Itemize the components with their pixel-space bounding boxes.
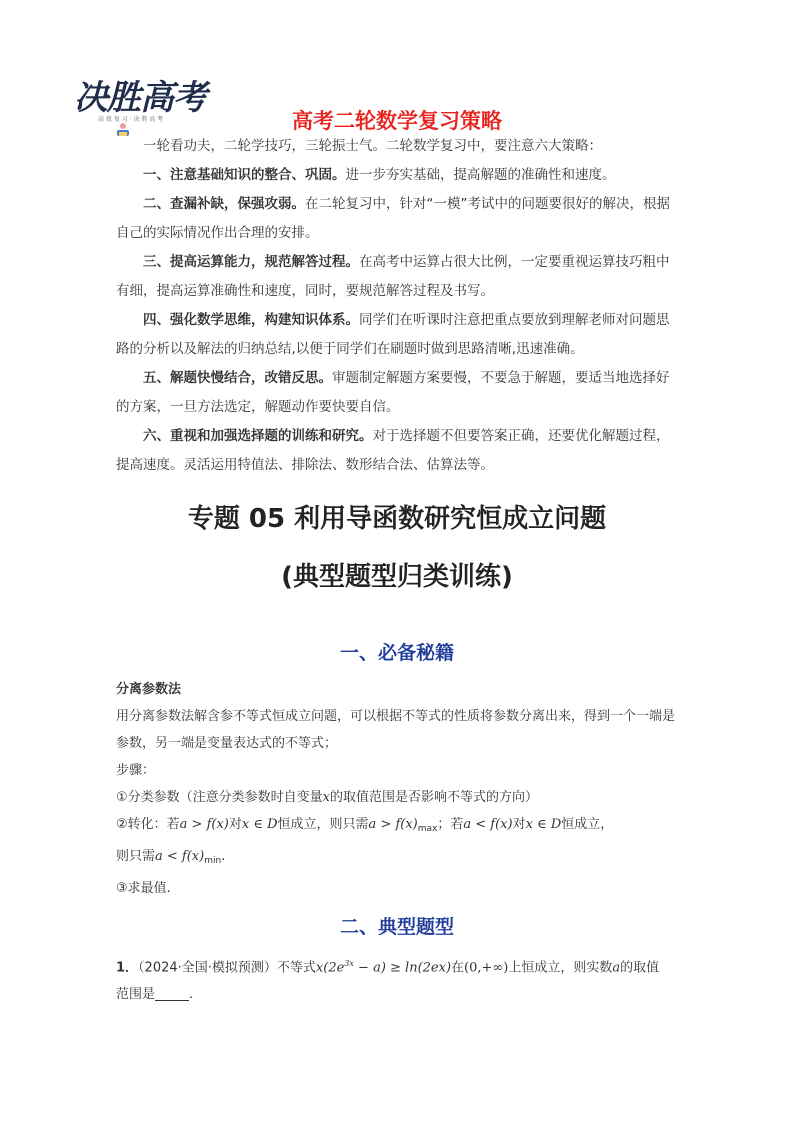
topic-subtitle: (典型题型归类训练) — [281, 562, 513, 592]
logo-text: 决胜高考 — [74, 78, 206, 118]
step-1-variable: x — [322, 790, 330, 805]
question-text: . — [189, 987, 194, 1003]
step-1 — [116, 784, 686, 811]
strategy-text: 同学们在听课时注意把重点要放到理解老师对问题思路的分析以及解法的归纳总结,以便于同学们在刷题时做到思路清晰,迅速准确。 — [116, 312, 670, 357]
strategy-heading: 五、解题快慢结合，改错反思。 — [143, 370, 332, 386]
method-section — [116, 676, 686, 902]
max-subscript: max — [417, 824, 438, 834]
strategy-item — [116, 306, 676, 364]
step-3: ③求最值. — [116, 881, 171, 896]
strategy-item — [116, 422, 676, 480]
question-interval: (0,+∞) — [464, 960, 509, 976]
domain-2: x ∈ D — [525, 817, 562, 832]
question-1-line-2 — [116, 981, 686, 1008]
step-1-text-a: ①分类参数（注意分类参数时自变量 — [116, 790, 323, 805]
strategy-text: 审题制定解题方案要慢，不要急于解题，要适当地选择好的方案，一旦方法选定，解题动作要快要自信。 — [116, 370, 670, 415]
strategy-heading: 六、重视和加强选择题的训练和研究。 — [143, 428, 373, 444]
question-text: 不等式 — [276, 960, 316, 976]
question-1-line-1 — [116, 950, 686, 981]
step-2-text: 恒成立， — [561, 817, 614, 832]
method-title: 分离参数法 — [116, 682, 182, 697]
question-text: 上恒成立，则实数 — [508, 960, 613, 976]
inequality-2: a < f(x) — [463, 817, 513, 832]
step-2 — [116, 811, 686, 843]
question-1 — [116, 950, 686, 1008]
inequality-1: a > f(x) — [179, 817, 229, 832]
domain-1: x ∈ D — [241, 817, 278, 832]
strategy-text: 进一步夯实基础，提高解题的准确性和速度。 — [345, 167, 616, 183]
strategy-text: 对于选择题不但要答案正确，还要优化解题过程，提高速度。灵活运用特值法、排除法、数形结合法、估算法等。 — [116, 428, 670, 473]
logo-subtext: 高 效 复 习 · 决 胜 高 考 — [98, 116, 164, 123]
step-2-text: 则只需 — [116, 849, 156, 864]
intro-text: 一轮看功夫，二轮学技巧，三轮振士气。二轮数学复习中，要注意六大策略： — [143, 138, 602, 154]
topic-title: 专题 05 利用导函数研究恒成立问题 — [187, 504, 607, 534]
question-text: 范围是 — [116, 987, 156, 1003]
strategy-text: 在高考中运算占很大比例，一定要重视运算技巧粗中有细，提高运算准确性和速度，同时，要规范解答过程及书写。 — [116, 254, 670, 299]
question-number: 1． — [116, 960, 139, 976]
question-text: 在 — [451, 960, 465, 976]
method-description: 用分离参数法解含参不等式恒成立问题，可以根据不等式的性质将参数分离出来，得到一个一端是参数，另一端是变量表达式的不等式； — [116, 709, 676, 751]
strategy-heading: 四、强化数学思维，构建知识体系。 — [143, 312, 359, 328]
question-variable: a — [612, 960, 621, 976]
strategy-heading: 二、查漏补缺，保强攻弱。 — [143, 196, 305, 212]
strategy-item — [116, 190, 676, 248]
result-2: a < f(x) — [155, 849, 205, 864]
min-subscript: min — [204, 856, 222, 866]
strategy-text: 在二轮复习中，针对“一模”考试中的问题要很好的解决，根据自己的实际情况作出合理的安排。 — [116, 196, 670, 241]
question-text: 的取值 — [620, 960, 660, 976]
section-title-1: 一、必备秘籍 — [339, 642, 454, 664]
answer-blank[interactable] — [155, 988, 189, 1001]
strategy-heading: 一、注意基础知识的整合、巩固。 — [143, 167, 346, 183]
step-1-text-b: 的取值范围是否影响不等式的方向） — [330, 790, 539, 805]
step-2-text: ；若 — [437, 817, 464, 832]
step-2-text: . — [221, 849, 226, 864]
question-expression-rest: − a) ≥ ln(2ex) — [353, 960, 452, 976]
section-title-2: 二、典型题型 — [339, 916, 454, 938]
strategy-heading: 三、提高运算能力，规范解答过程。 — [143, 254, 359, 270]
question-exponent: 3x — [344, 959, 354, 968]
step-2-text: 恒成立，则只需 — [277, 817, 369, 832]
steps-label: 步骤： — [116, 763, 156, 778]
step-2-text: 对 — [512, 817, 526, 832]
strategy-section — [116, 132, 676, 480]
header-title: 高考二轮数学复习策略 — [292, 109, 502, 133]
question-expression: x(2e — [315, 960, 345, 976]
strategy-item — [116, 248, 676, 306]
step-2-text: 对 — [228, 817, 242, 832]
strategy-item — [116, 364, 676, 422]
step-2-continued — [116, 843, 686, 875]
step-2-prefix: ②转化：若 — [116, 817, 180, 832]
strategy-item — [116, 161, 676, 190]
result-1: a > f(x) — [368, 817, 418, 832]
question-source: （2024·全国·模拟预测） — [138, 960, 277, 976]
